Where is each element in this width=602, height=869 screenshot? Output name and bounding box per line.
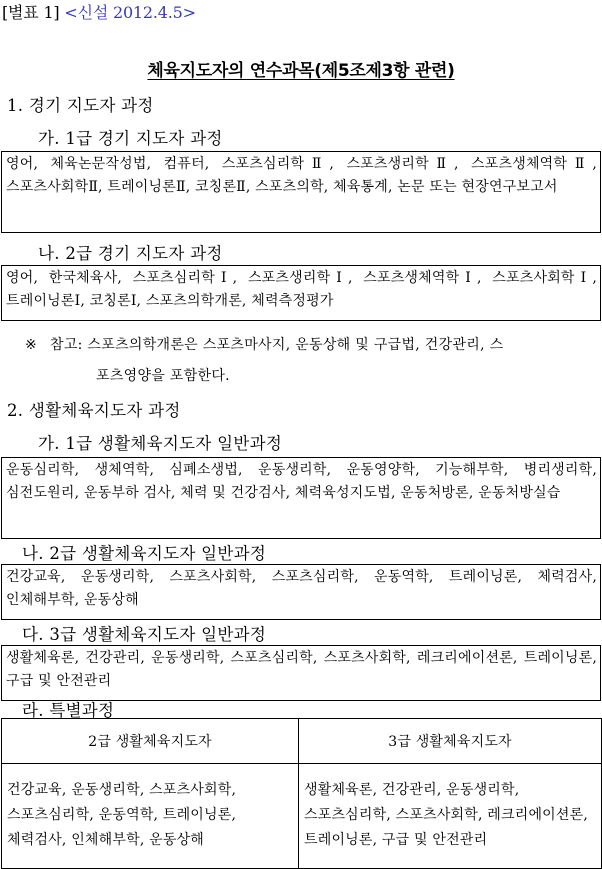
section-1-grade1-subjects: 영어, 체육논문작성법, 컴퓨터, 스포츠심리학Ⅱ, 스포츠생리학Ⅱ, 스포츠생체역학Ⅱ, 스포츠사회학Ⅱ, 트레이닝론Ⅱ, 코칭론Ⅱ, 스포츠의학, 체육통계, 논문 또는 현장연구보고서	[1, 151, 601, 233]
section-1-grade1-heading: 가. 1급 경기 지도자 과정	[38, 129, 223, 148]
section-2-grade3-heading: 다. 3급 생활체육지도자 일반과정	[22, 625, 267, 644]
cell-grade3-subjects: 생활체육론, 건강관리, 운동생리학, 스포츠심리학, 스포츠사회학, 레크리에이션론, 트레이닝론, 구급 및 안전관리	[299, 764, 602, 869]
section-2-grade2-heading: 나. 2급 생활체육지도자 일반과정	[22, 544, 267, 563]
table-row	[2, 764, 602, 869]
section-1-grade2-heading: 나. 2급 경기 지도자 과정	[38, 244, 223, 263]
revision-note: <신설 2012.4.5>	[64, 3, 196, 22]
special-course-table	[1, 718, 602, 869]
table-header-row	[2, 719, 602, 764]
annex-header	[2, 0, 196, 23]
section-1-grade2-subjects: 영어, 한국체육사, 스포츠심리학Ⅰ, 스포츠생리학Ⅰ, 스포츠생체역학Ⅰ, 스포츠사회학Ⅰ, 트레이닝론Ⅰ, 코칭론Ⅰ, 스포츠의학개론, 체력측정평가	[1, 265, 601, 321]
section-2-grade1-heading: 가. 1급 생활체육지도자 일반과정	[38, 434, 283, 453]
note-line-1: 참고: 스포츠의학개론은 스포츠마사지, 운동상해 및 구급법, 건강관리, 스	[50, 337, 504, 353]
reference-note	[0, 334, 602, 390]
section-1-heading: 1. 경기 지도자 과정	[7, 96, 154, 115]
section-2-grade2-subjects: 건강교육, 운동생리학, 스포츠사회학, 스포츠심리학, 운동역학, 트레이닝론, 체력검사, 인체해부학, 운동상해	[1, 564, 601, 620]
section-2-special-heading: 라. 특별과정	[22, 701, 115, 720]
column-header-grade2: 2급 생활체육지도자	[2, 719, 299, 764]
annex-label: [별표 1]	[2, 3, 60, 22]
note-mark: ※	[25, 337, 38, 353]
cell-grade2-subjects: 건강교육, 운동생리학, 스포츠사회학, 스포츠심리학, 운동역학, 트레이닝론, 체력검사, 인체해부학, 운동상해	[2, 764, 299, 869]
section-2-heading: 2. 생활체육지도자 과정	[7, 401, 181, 420]
column-header-grade3: 3급 생활체육지도자	[299, 719, 602, 764]
section-2-grade3-subjects: 생활체육론, 건강관리, 운동생리학, 스포츠심리학, 스포츠사회학, 레크리에이션론, 트레이닝론, 구급 및 안전관리	[1, 645, 601, 701]
section-2-grade1-subjects: 운동심리학, 생체역학, 심폐소생법, 운동생리학, 운동영양학, 기능해부학, 병리생리학, 심전도원리, 운동부하 검사, 체력 및 건강검사, 체력육성지도법, 운동처방론, 운동처방실습	[1, 457, 601, 539]
page-title: 체육지도자의 연수과목(제5조제3항 관련)	[147, 61, 455, 81]
note-line-2: 포츠영양을 포함한다.	[96, 368, 230, 384]
